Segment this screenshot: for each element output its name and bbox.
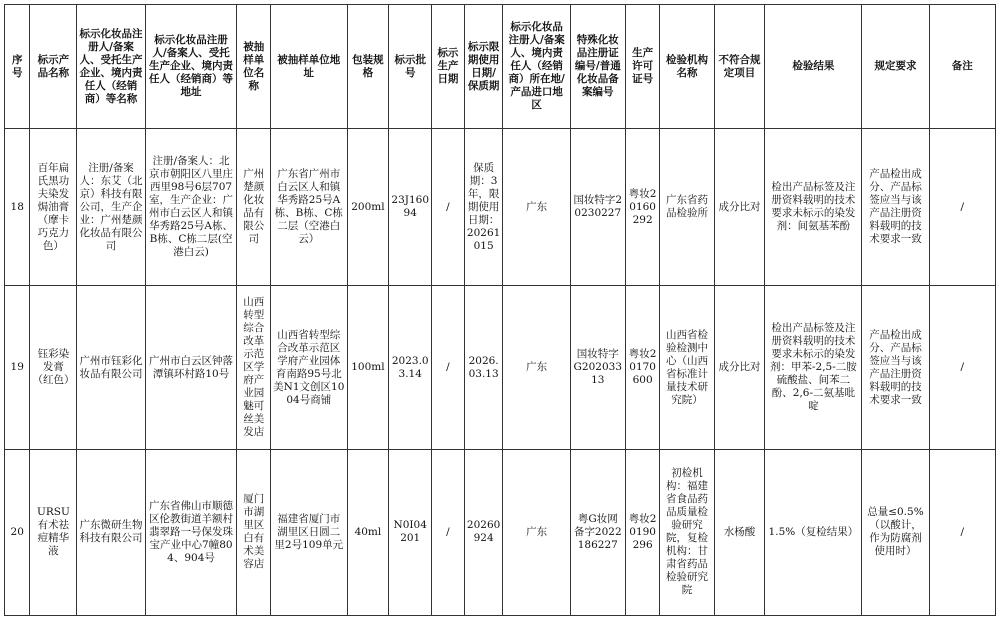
cell-origin: 广东 [503,449,570,615]
cell-registrant-address: 广州市白云区钟落潭镇环村路10号 [145,286,237,449]
cell-sampled-unit: 厦门市湖里区白有术美容店 [237,449,271,615]
cell-seq: 18 [5,129,30,286]
cell-license-no: 国妆特字20230227 [570,129,625,286]
cell-prod-license: 粤妆20170600 [625,286,660,449]
table-row [5,286,996,449]
col-header-registrant-address: 标示化妆品注册人/备案人、受托生产企业、境内责任人（经销商）等地址 [145,5,237,129]
cell-sampled-unit: 广州楚颜化妆品有限公司 [237,129,271,286]
col-header-sampled-unit: 被抽样单位名称 [237,5,271,129]
cell-registrant-address: 广东省佛山市顺德区伦教街道羊额村翡翠路一号保发珠宝产业中心7幢804、904号 [145,449,237,615]
cell-license-no: 国妆特字G20203313 [570,286,625,449]
cell-seq: 20 [5,449,30,615]
cell-lab: 山西省检验检测中心（山西省标准计量技术研究院） [660,286,714,449]
cell-note: / [929,129,995,286]
col-header-prod-date: 标示生产日期 [432,5,465,129]
cell-nonconform: 水杨酸 [714,449,765,615]
cell-expiry: 保质期：3年，限期使用日期：20261015 [464,129,503,286]
col-header-origin: 标示化妆品注册人/备案人、境内责任人（经销商）所在地/产品进口地区 [503,5,570,129]
cell-license-no: 粤G妆网备字2022186227 [570,449,625,615]
col-header-seq: 序号 [5,5,30,129]
col-header-batch: 标示批号 [389,5,432,129]
cell-nonconform: 成分比对 [714,129,765,286]
cell-result: 1.5%（复检结果） [765,449,862,615]
col-header-prod-license: 生产许可证号 [625,5,660,129]
col-header-sampled-address: 被抽样单位地址 [271,5,347,129]
cell-prod-date: / [432,449,465,615]
cell-batch: 23J16094 [389,129,432,286]
cell-sampled-unit: 山西转型综合改革示范区学府产业园魅可丝美发店 [237,286,271,449]
col-header-nonconform: 不符合规定项目 [714,5,765,129]
col-header-result: 检验结果 [765,5,862,129]
cell-lab: 初检机构：福建省食品药品质量检验研究院，复检机构：甘肃省药品检验研究院 [660,449,714,615]
cell-product-name: 钰彩染发膏（红色） [30,286,77,449]
col-header-requirement: 规定要求 [862,5,929,129]
cell-spec: 100ml [347,286,389,449]
cell-result: 检出产品标签及注册资料载明的技术要求未标示的染发剂：间氨基苯酚 [765,129,862,286]
cell-product-name: URSU有术祛痘精华液 [30,449,77,615]
table-row [5,129,996,286]
cell-seq: 19 [5,286,30,449]
col-header-note: 备注 [929,5,995,129]
cell-origin: 广东 [503,129,570,286]
col-header-expiry: 标示限期使用日期/保质期 [464,5,503,129]
cell-note: / [929,449,995,615]
header-row [5,5,996,129]
cell-sampled-address: 山西省转型综合改革示范区学府产业园体育南路95号北美N1文创区1004号商铺 [271,286,347,449]
cell-requirement: 产品检出成分、产品标签应当与该产品注册资料载明的技术要求一致 [862,129,929,286]
cell-origin: 广东 [503,286,570,449]
cell-registrant-name: 广州市钰彩化妆品有限公司 [77,286,145,449]
cell-expiry: 2026.03.13 [464,286,503,449]
col-header-registrant-name: 标示化妆品注册人/备案人、受托生产企业、境内责任人（经销商）等名称 [77,5,145,129]
cell-sampled-address: 广东省广州市白云区人和镇华秀路25号A栋、B栋、C栋二层（空港白云） [271,129,347,286]
cell-batch: N0I04201 [389,449,432,615]
cell-requirement: 总量≤0.5%（以酸计，作为防腐剂使用时） [862,449,929,615]
cell-lab: 广东省药品检验所 [660,129,714,286]
cell-product-name: 百年扁氏黑功夫染发焗油膏（摩卡巧克力色） [30,129,77,286]
cell-note: / [929,286,995,449]
cell-prod-date: / [432,129,465,286]
cell-nonconform: 成分比对 [714,286,765,449]
cell-spec: 40ml [347,449,389,615]
cell-result: 检出产品标签及注册资料载明的技术要求未标示的染发剂：甲苯-2,5-二胺硫酸盐、间苯二酚、2,6-二氨基吡啶 [765,286,862,449]
col-header-license-no: 特殊化妆品注册证编号/普通化妆品备案编号 [570,5,625,129]
cell-registrant-name: 广东微研生物科技有限公司 [77,449,145,615]
cell-prod-license: 粤妆20160292 [625,129,660,286]
cell-sampled-address: 福建省厦门市湖里区日圆二里2号109单元 [271,449,347,615]
col-header-product-name: 标示产品名称 [30,5,77,129]
cell-expiry: 20260924 [464,449,503,615]
cell-prod-date: / [432,286,465,449]
cell-prod-license: 粤妆20190296 [625,449,660,615]
col-header-spec: 包装规格 [347,5,389,129]
col-header-lab: 检验机构名称 [660,5,714,129]
inspection-table [4,4,996,616]
cell-requirement: 产品检出成分、产品标签应当与该产品注册资料载明的技术要求一致 [862,286,929,449]
cell-batch: 2023.03.14 [389,286,432,449]
cell-registrant-address: 注册/备案人：北京市朝阳区八里庄西里98号6层707室，生产企业：广州市白云区人和镇华秀路25号A栋、B栋、C栋二层(空港白云) [145,129,237,286]
cell-registrant-name: 注册/备案人：东艾（北京）科技有限公司，生产企业：广州楚颜化妆品有限公司 [77,129,145,286]
table-row [5,449,996,615]
cell-spec: 200ml [347,129,389,286]
